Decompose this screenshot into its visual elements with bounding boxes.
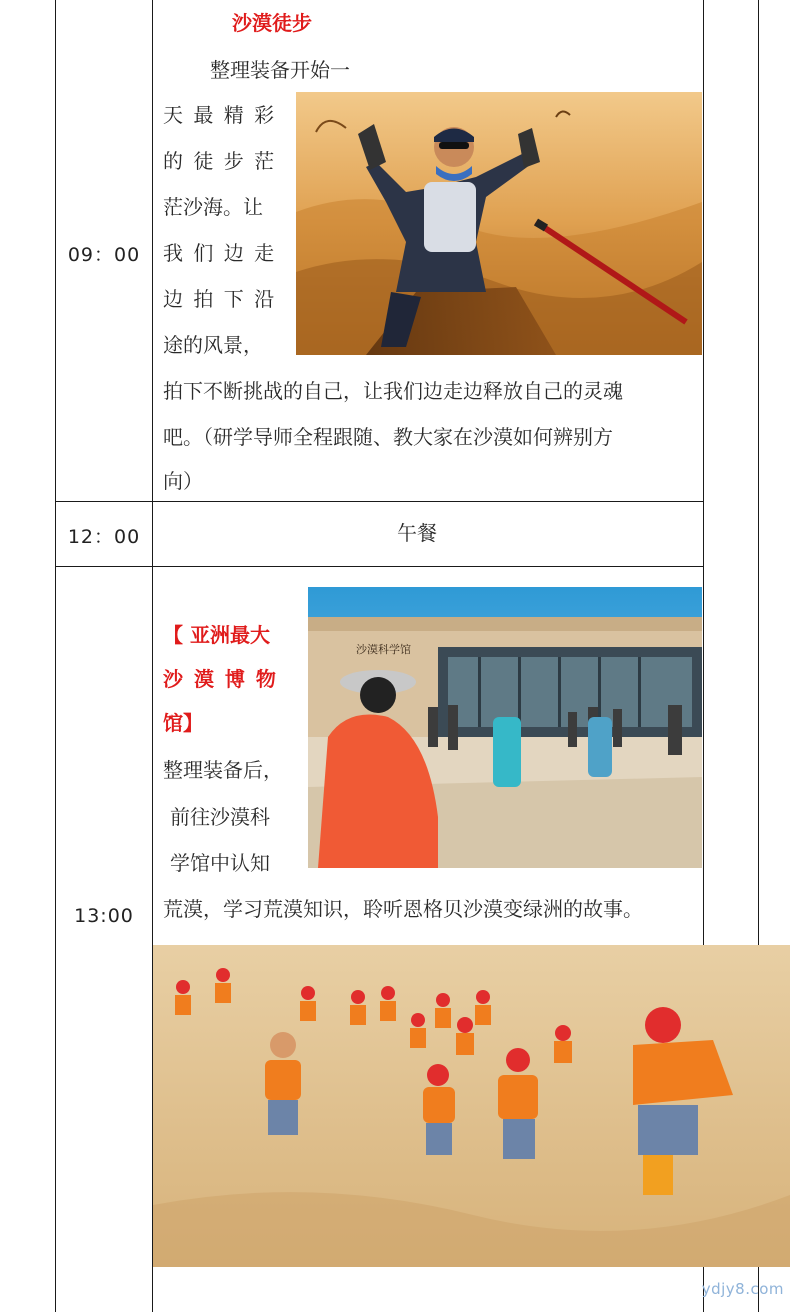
row-divider-1 [55, 501, 703, 502]
watermark: ydjy8.com [701, 1280, 784, 1298]
lunch-label: 午餐 [397, 521, 437, 545]
hike-text-line-10: 向） [163, 469, 203, 493]
desert-hiker-photo [296, 92, 702, 355]
hike-text-line-1: 整理装备开始一 [210, 58, 350, 82]
time-cell-1300: 13:00 [74, 905, 134, 927]
hike-text-line-2: 天 最 精 彩 [163, 103, 277, 127]
time-cell-1200: 12：00 [67, 526, 141, 548]
desert-museum-photo [308, 587, 702, 868]
museum-text-line-1: 整理装备后， [163, 758, 283, 782]
museum-title-line-1: 【 亚洲最大 [163, 623, 270, 647]
hike-text-line-3: 的 徒 步 茫 [163, 149, 277, 173]
time-cell-0900: 09：00 [67, 244, 141, 266]
museum-text-line-2: 前往沙漠科 [170, 805, 270, 829]
hike-text-line-7: 途的风景， [163, 333, 263, 357]
hike-text-line-6: 边 拍 下 沿 [163, 287, 277, 311]
hike-text-line-5: 我 们 边 走 [163, 241, 277, 265]
activity-title-desert-hike: 沙漠徒步 [232, 11, 312, 35]
hike-text-line-8: 拍下不断挑战的自己，让我们边走边释放自己的灵魂 [163, 379, 623, 403]
museum-title-line-2: 沙 漠 博 物 [163, 667, 278, 691]
museum-sign-text: 沙漠科学馆 [356, 643, 411, 656]
museum-title-line-3: 馆】 [163, 711, 203, 735]
hike-text-line-4: 茫沙海。让 [163, 195, 263, 219]
children-dune-photo [153, 945, 790, 1267]
museum-text-line-3: 学馆中认知 [170, 851, 270, 875]
table-left-border [55, 0, 56, 1312]
museum-text-line-4: 荒漠，学习荒漠知识，聆听恩格贝沙漠变绿洲的故事。 [163, 897, 643, 921]
row-divider-2 [55, 566, 703, 567]
hike-text-line-9: 吧。（研学导师全程跟随、教大家在沙漠如何辨别方 [163, 425, 613, 449]
